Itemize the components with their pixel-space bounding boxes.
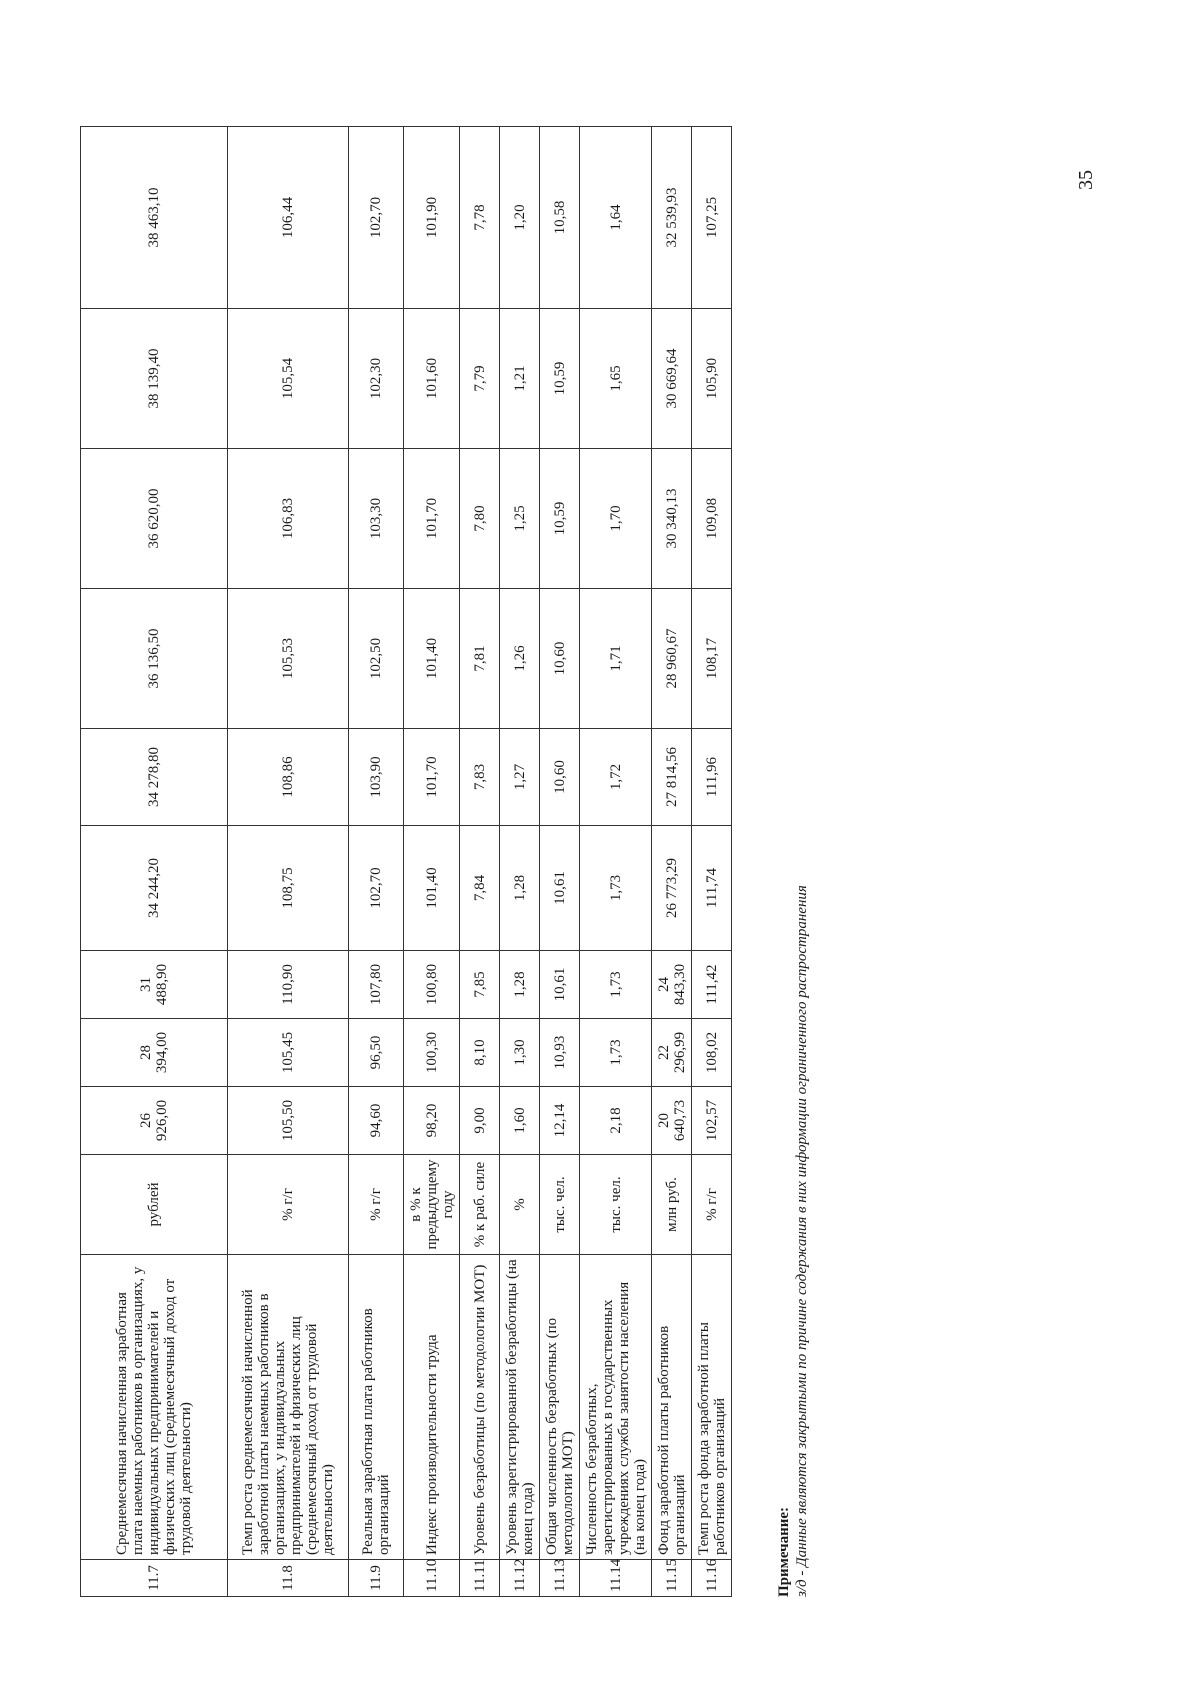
value-cell: 101,70 — [404, 449, 460, 589]
value-cell: 102,70 — [349, 826, 404, 951]
value-cell: 10,59 — [540, 309, 580, 449]
value-cell: 1,20 — [500, 127, 540, 309]
indicator-name: Уровень безработицы (по методологии МОТ) — [460, 1255, 500, 1560]
value-cell: 108,75 — [228, 826, 349, 951]
table-row — [540, 127, 580, 1597]
table-body — [81, 127, 732, 1597]
value-cell: 1,21 — [500, 309, 540, 449]
value-cell: 10,93 — [540, 1019, 580, 1087]
row-number: 11.10 — [404, 1560, 460, 1597]
value-cell: 12,14 — [540, 1087, 580, 1155]
table-row — [81, 127, 228, 1597]
value-cell: 1,73 — [580, 826, 652, 951]
value-cell: 106,83 — [228, 449, 349, 589]
value-cell: 1,27 — [500, 729, 540, 826]
indicator-unit: тыс. чел. — [540, 1155, 580, 1255]
value-cell: 1,64 — [580, 127, 652, 309]
value-cell: 102,70 — [349, 127, 404, 309]
value-cell: 101,40 — [404, 826, 460, 951]
row-number: 11.12 — [500, 1560, 540, 1597]
indicator-unit: % г/г — [228, 1155, 349, 1255]
indicator-unit: тыс. чел. — [580, 1155, 652, 1255]
indicator-name: Фонд заработной платы работников организаций — [652, 1255, 692, 1560]
value-cell: 110,90 — [228, 951, 349, 1019]
table-row — [652, 127, 692, 1597]
value-cell: 10,59 — [540, 449, 580, 589]
value-cell: 109,08 — [692, 449, 732, 589]
value-cell: 105,53 — [228, 589, 349, 729]
value-cell: 94,60 — [349, 1087, 404, 1155]
value-cell: 105,50 — [228, 1087, 349, 1155]
value-cell: 26 926,00 — [81, 1087, 228, 1155]
value-cell: 105,90 — [692, 309, 732, 449]
value-cell: 10,61 — [540, 951, 580, 1019]
table-row — [349, 127, 404, 1597]
value-cell: 107,25 — [692, 127, 732, 309]
value-cell: 10,58 — [540, 127, 580, 309]
value-cell: 100,30 — [404, 1019, 460, 1087]
value-cell: 1,71 — [580, 589, 652, 729]
value-cell: 34 244,20 — [81, 826, 228, 951]
value-cell: 101,60 — [404, 309, 460, 449]
value-cell: 111,42 — [692, 951, 732, 1019]
value-cell: 1,60 — [500, 1087, 540, 1155]
value-cell: 10,61 — [540, 826, 580, 951]
value-cell: 31 488,90 — [81, 951, 228, 1019]
value-cell: 108,86 — [228, 729, 349, 826]
value-cell: 28 960,67 — [652, 589, 692, 729]
row-number: 11.9 — [349, 1560, 404, 1597]
indicator-unit: % к раб. силе — [460, 1155, 500, 1255]
indicators-table — [80, 126, 732, 1597]
value-cell: 7,85 — [460, 951, 500, 1019]
indicator-name: Реальная заработная плата работников организаций — [349, 1255, 404, 1560]
value-cell: 10,60 — [540, 589, 580, 729]
value-cell: 105,45 — [228, 1019, 349, 1087]
value-cell: 20 640,73 — [652, 1087, 692, 1155]
value-cell: 103,30 — [349, 449, 404, 589]
value-cell: 38 139,40 — [81, 309, 228, 449]
value-cell: 28 394,00 — [81, 1019, 228, 1087]
value-cell: 24 843,30 — [652, 951, 692, 1019]
indicator-name: Среднемесячная начисленная заработная плата наемных работников в организациях, у индивидуальных предпринимателей и физических лиц (среднемесячный доход от трудовой деятельности) — [81, 1255, 228, 1560]
row-number: 11.15 — [652, 1560, 692, 1597]
value-cell: 102,30 — [349, 309, 404, 449]
value-cell: 103,90 — [349, 729, 404, 826]
value-cell: 107,80 — [349, 951, 404, 1019]
row-number: 11.8 — [228, 1560, 349, 1597]
value-cell: 1,28 — [500, 951, 540, 1019]
value-cell: 105,54 — [228, 309, 349, 449]
value-cell: 1,73 — [580, 951, 652, 1019]
value-cell: 8,10 — [460, 1019, 500, 1087]
value-cell: 98,20 — [404, 1087, 460, 1155]
value-cell: 102,50 — [349, 589, 404, 729]
value-cell: 7,81 — [460, 589, 500, 729]
indicator-name: Индекс производительности труда — [404, 1255, 460, 1560]
indicator-unit: млн руб. — [652, 1155, 692, 1255]
note-title: Примечание: — [776, 1506, 792, 1597]
table-row — [460, 127, 500, 1597]
table-row — [580, 127, 652, 1597]
table-row — [500, 127, 540, 1597]
value-cell: 7,80 — [460, 449, 500, 589]
value-cell: 7,83 — [460, 729, 500, 826]
value-cell: 102,57 — [692, 1087, 732, 1155]
value-cell: 1,28 — [500, 826, 540, 951]
value-cell: 7,79 — [460, 309, 500, 449]
value-cell: 1,73 — [580, 1019, 652, 1087]
indicator-name: Темп роста фонда заработной платы работников организаций — [692, 1255, 732, 1560]
value-cell: 101,70 — [404, 729, 460, 826]
value-cell: 1,30 — [500, 1019, 540, 1087]
value-cell: 1,26 — [500, 589, 540, 729]
value-cell: 100,80 — [404, 951, 460, 1019]
value-cell: 106,44 — [228, 127, 349, 309]
indicator-name: Общая численность безработных (по методологии МОТ) — [540, 1255, 580, 1560]
row-number: 11.13 — [540, 1560, 580, 1597]
row-number: 11.14 — [580, 1560, 652, 1597]
value-cell: 7,84 — [460, 826, 500, 951]
page-number: 35 — [1075, 170, 1097, 190]
table-row — [228, 127, 349, 1597]
table-row — [692, 127, 732, 1597]
value-cell: 36 620,00 — [81, 449, 228, 589]
value-cell: 30 340,13 — [652, 449, 692, 589]
value-cell: 27 814,56 — [652, 729, 692, 826]
value-cell: 1,72 — [580, 729, 652, 826]
indicator-name: Численность безработных, зарегистрированных в государственных учреждениях службы занятости населения (на конец года) — [580, 1255, 652, 1560]
value-cell: 101,40 — [404, 589, 460, 729]
indicator-name: Темп роста среднемесячной начисленной заработной платы наемных работников в организациях, у индивидуальных предпринимателей и физических лиц (среднемесячный доход от трудовой деятельности) — [228, 1255, 349, 1560]
value-cell: 22 296,99 — [652, 1019, 692, 1087]
row-number: 11.16 — [692, 1560, 732, 1597]
value-cell: 96,50 — [349, 1019, 404, 1087]
value-cell: 1,65 — [580, 309, 652, 449]
value-cell: 2,18 — [580, 1087, 652, 1155]
indicator-unit: % г/г — [349, 1155, 404, 1255]
row-number: 11.11 — [460, 1560, 500, 1597]
indicator-unit: рублей — [81, 1155, 228, 1255]
value-cell: 32 539,93 — [652, 127, 692, 309]
value-cell: 111,96 — [692, 729, 732, 826]
value-cell: 26 773,29 — [652, 826, 692, 951]
row-number: 11.7 — [81, 1560, 228, 1597]
value-cell: 108,02 — [692, 1019, 732, 1087]
value-cell: 7,78 — [460, 127, 500, 309]
value-cell: 1,70 — [580, 449, 652, 589]
indicator-name: Уровень зарегистрированной безработицы (на конец года) — [500, 1255, 540, 1560]
value-cell: 108,17 — [692, 589, 732, 729]
table-row — [404, 127, 460, 1597]
value-cell: 111,74 — [692, 826, 732, 951]
note-text: з/д - Данные являются закрытыми по причине содержания в них информации ограниченного распространения — [794, 885, 810, 1597]
value-cell: 101,90 — [404, 127, 460, 309]
value-cell: 1,25 — [500, 449, 540, 589]
indicator-unit: % г/г — [692, 1155, 732, 1255]
value-cell: 10,60 — [540, 729, 580, 826]
value-cell: 36 136,50 — [81, 589, 228, 729]
value-cell: 34 278,80 — [81, 729, 228, 826]
value-cell: 38 463,10 — [81, 127, 228, 309]
indicator-unit: в % к предыдущему году — [404, 1155, 460, 1255]
indicator-unit: % — [500, 1155, 540, 1255]
value-cell: 30 669,64 — [652, 309, 692, 449]
value-cell: 9,00 — [460, 1087, 500, 1155]
